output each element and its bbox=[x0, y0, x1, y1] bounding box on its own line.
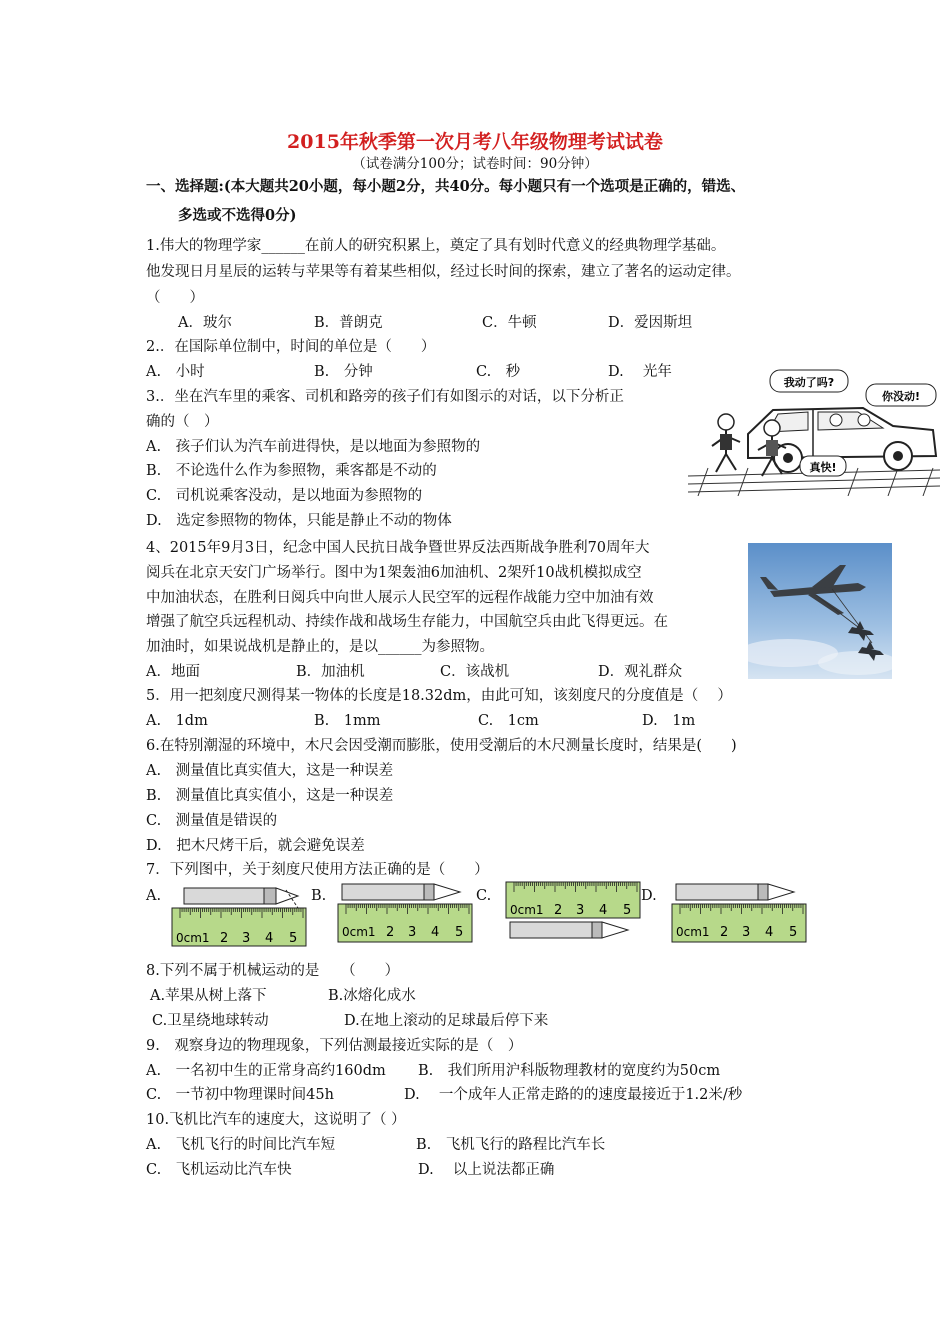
car-dialogue-illustration bbox=[688, 364, 940, 496]
q3-option-d: D. 选定参照物的物体，只能是静止不动的物体 bbox=[146, 513, 452, 529]
ruler-c-label-4: 4 bbox=[599, 903, 608, 918]
ruler-d-label-4: 4 bbox=[765, 925, 774, 940]
q10-stem: 10.飞机比汽车的速度大，这说明了（ ） bbox=[146, 1112, 406, 1128]
ruler-figure-a bbox=[168, 884, 310, 948]
driver-head bbox=[858, 414, 870, 426]
q10-option-b: B. 飞机飞行的路程比汽车长 bbox=[416, 1137, 606, 1153]
ruler-c-label-2: 2 bbox=[554, 903, 563, 918]
q5-option-a: A. 1dm bbox=[146, 713, 208, 729]
q2-stem: 2.．在国际单位制中，时间的单位是（ ） bbox=[146, 339, 436, 355]
ruler-figure-c bbox=[502, 880, 644, 944]
q10-option-c: C. 飞机运动比汽车快 bbox=[146, 1162, 292, 1178]
q10-option-d: D. 以上说法都正确 bbox=[418, 1162, 555, 1178]
q1-line2: 他发现日月星辰的运转与苹果等有着某些相似，经过长时间的探索，建立了著名的运动定律。 bbox=[146, 264, 741, 280]
ruler-c-label-0: 0cm1 bbox=[510, 903, 544, 917]
q4-line1: 4、2015年9月3日，纪念中国人民抗日战争暨世界反法西斯战争胜利70周年大 bbox=[146, 540, 650, 556]
ruler-b-label-2: 2 bbox=[386, 925, 395, 940]
q7-label-b: B. bbox=[311, 888, 327, 904]
q6-stem: 6.在特别潮湿的环境中，木尺会因受潮而膨胀，使用受潮后的木尺测量长度时，结果是( ) bbox=[146, 738, 737, 754]
q3-option-a: A. 孩子们认为汽车前进得快，是以地面为参照物的 bbox=[146, 439, 481, 455]
q2-option-a: A. 小时 bbox=[146, 364, 205, 380]
ruler-b-label-4: 4 bbox=[431, 925, 440, 940]
ruler-a-label-0: 0cm1 bbox=[176, 931, 210, 945]
q4-line5: 加油时，如果说战机是静止的，是以______为参照物。 bbox=[146, 639, 494, 655]
q7-label-a: A. bbox=[146, 888, 162, 904]
q9-option-c: C. 一节初中物理课时间45h bbox=[146, 1087, 334, 1103]
q8-option-b: B.冰熔化成水 bbox=[328, 988, 416, 1004]
q5-option-b: B. 1mm bbox=[314, 713, 381, 729]
ruler-b-label-0: 0cm1 bbox=[342, 925, 376, 939]
ruler-b-label-3: 3 bbox=[408, 925, 417, 940]
ruler-c-label-3: 3 bbox=[576, 903, 585, 918]
q5-option-c: C. 1cm bbox=[478, 713, 539, 729]
ruler-c-label-5: 5 bbox=[623, 903, 632, 918]
ruler-d-label-2: 2 bbox=[720, 925, 729, 940]
q5-option-d: D. 1m bbox=[642, 713, 696, 729]
exam-subtitle: （试卷满分100分；试卷时间：90分钟） bbox=[352, 156, 598, 172]
ruler-d-label-0: 0cm1 bbox=[676, 925, 710, 939]
ruler-figure-b bbox=[334, 880, 476, 944]
q6-option-d: D. 把木尺烤干后，就会避免误差 bbox=[146, 838, 365, 854]
q7-stem: 7．下列图中，关于刻度尺使用方法正确的是（ ） bbox=[146, 862, 489, 878]
q2-option-b: B. 分钟 bbox=[314, 364, 373, 380]
q1-option-b: B．普朗克 bbox=[314, 315, 383, 331]
exam-title: 2015年秋季第一次月考八年级物理考试试卷 bbox=[287, 131, 663, 153]
passenger-head bbox=[830, 414, 842, 426]
q1-option-c: C．牛顿 bbox=[482, 315, 537, 331]
ruler-a-label-4: 4 bbox=[265, 931, 274, 946]
q2-option-c: C. 秒 bbox=[476, 364, 521, 380]
aerial-refueling-photo bbox=[748, 543, 892, 679]
q8-option-d: D.在地上滚动的足球最后停下来 bbox=[344, 1013, 549, 1029]
ruler-a-label-2: 2 bbox=[220, 931, 229, 946]
ruler-a-label-5: 5 bbox=[289, 931, 298, 946]
q3-line1: 3.．坐在汽车里的乘客、司机和路旁的孩子们有如图示的对话，以下分析正 bbox=[146, 389, 624, 405]
q9-option-a: A. 一名初中生的正常身高约160dm bbox=[146, 1063, 386, 1079]
q7-label-d: D. bbox=[641, 888, 657, 904]
q4-option-c: C．该战机 bbox=[440, 664, 510, 680]
q3-line2: 确的（ ） bbox=[146, 414, 219, 430]
ruler-d-label-3: 3 bbox=[742, 925, 751, 940]
q9-option-b: B. 我们所用沪科版物理教材的宽度约为50cm bbox=[418, 1063, 721, 1079]
q7-label-c: C. bbox=[476, 888, 492, 904]
q1-line1: 1.伟大的物理学家______在前人的研究积累上，奠定了具有划时代意义的经典物理学基础。 bbox=[146, 238, 726, 254]
q3-option-c: C. 司机说乘客没动，是以地面为参照物的 bbox=[146, 488, 423, 504]
q8-option-c: C.卫星绕地球转动 bbox=[152, 1013, 269, 1029]
q6-option-a: A. 测量值比真实值大，这是一种误差 bbox=[146, 763, 394, 779]
q8-stem: 8.下列不属于机械运动的是 （ ） bbox=[146, 963, 400, 979]
speech-bubble-2-text: 你没动! bbox=[881, 390, 921, 403]
q8-option-a: A.苹果从树上落下 bbox=[150, 988, 267, 1004]
section-heading-line1: 一、选择题:(本大题共20小题，每小题2分，共40分。每小题只有一个选项是正确的，错选、 bbox=[146, 178, 746, 195]
ruler-a-label-3: 3 bbox=[242, 931, 251, 946]
q4-option-a: A．地面 bbox=[146, 664, 200, 680]
ruler-figure-d bbox=[668, 880, 810, 944]
q6-option-b: B. 测量值比真实值小，这是一种误差 bbox=[146, 788, 394, 804]
q10-option-a: A. 飞机飞行的时间比汽车短 bbox=[146, 1137, 336, 1153]
q3-option-b: B. 不论选什么作为参照物，乘客都是不动的 bbox=[146, 463, 437, 479]
q2-option-d: D. 光年 bbox=[608, 364, 672, 380]
speech-bubble-1-text: 我动了吗? bbox=[783, 376, 835, 389]
q9-stem: 9. 观察身边的物理现象，下列估测最接近实际的是（ ） bbox=[146, 1038, 523, 1054]
q1-option-d: D．爱因斯坦 bbox=[608, 315, 693, 331]
q4-option-d: D．观礼群众 bbox=[598, 664, 683, 680]
q1-line3: （ ） bbox=[146, 290, 204, 306]
speech-bubble-3-text: 真快! bbox=[809, 461, 837, 474]
q9-option-d: D. 一个成年人正常走路的的速度最接近于1.2米/秒 bbox=[404, 1087, 743, 1103]
q5-stem: 5．用一把刻度尺测得某一物体的长度是18.32dm，由此可知，该刻度尺的分度值是（ ） bbox=[146, 688, 732, 704]
q4-line3: 中加油状态，在胜利日阅兵中向世人展示人民空军的远程作战能力空中加油有效 bbox=[146, 590, 654, 606]
q4-option-b: B．加油机 bbox=[296, 664, 365, 680]
ruler-b-label-5: 5 bbox=[455, 925, 464, 940]
q6-option-c: C. 测量值是错误的 bbox=[146, 813, 278, 829]
section-heading-line2: 多选或不选得0分) bbox=[178, 207, 297, 224]
q1-option-a: A．玻尔 bbox=[178, 315, 232, 331]
q4-line4: 增强了航空兵远程机动、持续作战和战场生存能力，中国航空兵由此飞得更远。在 bbox=[146, 614, 668, 630]
q4-line2: 阅兵在北京天安门广场举行。图中为1架轰油6加油机、2架歼10战机模拟成空 bbox=[146, 565, 642, 581]
ruler-d-label-5: 5 bbox=[789, 925, 798, 940]
